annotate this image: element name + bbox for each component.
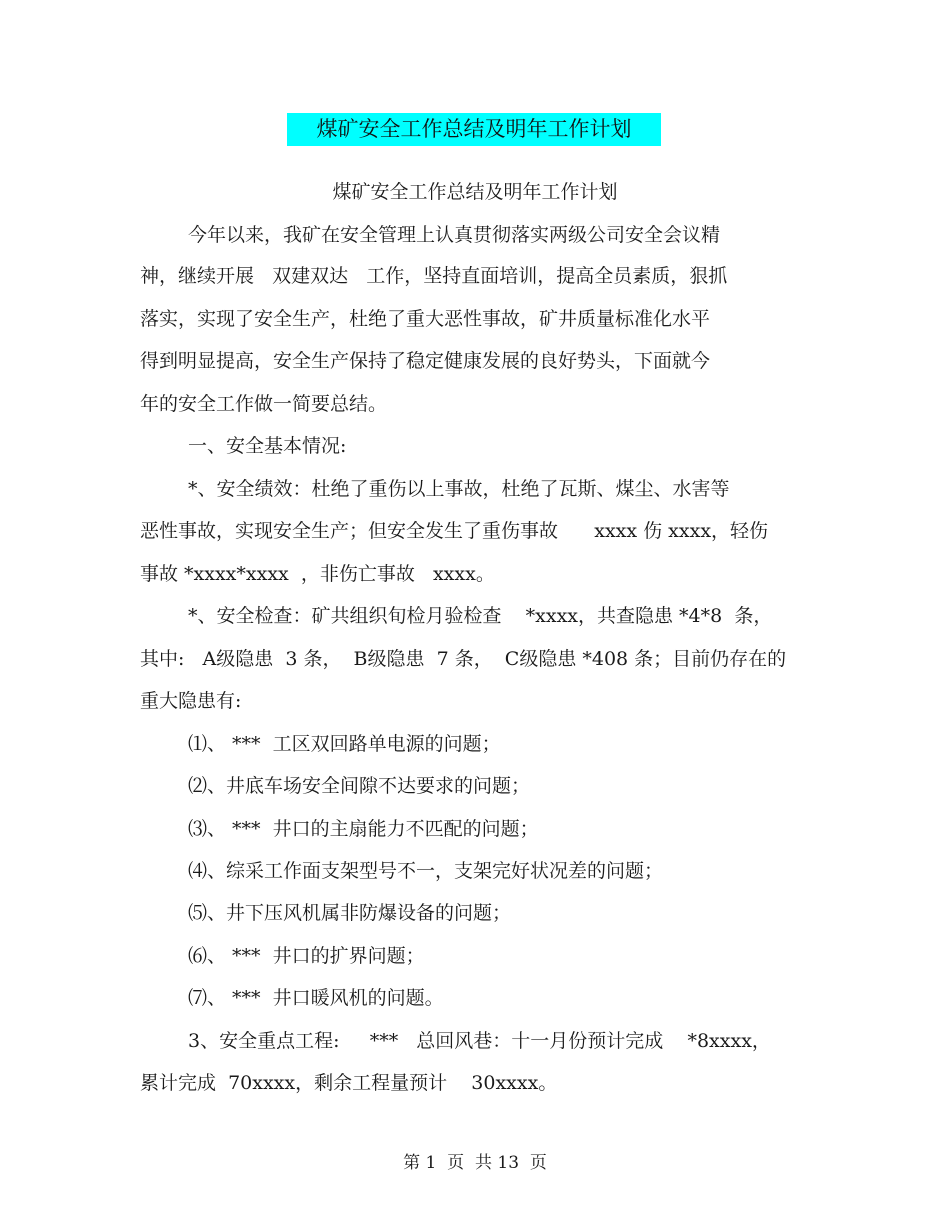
- intro-line: 年的安全工作做一简要总结。: [140, 393, 388, 415]
- performance-line: 事故 *xxxx*xxxx ，非伤亡事故 xxxx。: [140, 563, 495, 585]
- document-subtitle: 煤矿安全工作总结及明年工作计划: [332, 181, 618, 203]
- project-line: 累计完成 70xxxx，剩余工程量预计 30xxxx。: [140, 1072, 558, 1094]
- hazard-item: ⑺、 *** 井口暖风机的问题。: [188, 987, 444, 1009]
- inspection-line: 其中: A级隐患 3 条， B级隐患 7 条， C级隐患 *408 条；目前仍存在的: [140, 648, 787, 670]
- section-heading: 一、安全基本情况:: [188, 435, 347, 457]
- hazard-item: ⑶、 *** 井口的主扇能力不匹配的问题；: [188, 818, 539, 840]
- inspection-line: 重大隐患有:: [140, 690, 242, 712]
- intro-line: 落实，实现了安全生产，杜绝了重大恶性事故，矿井质量标准化水平: [140, 308, 711, 330]
- hazard-item: ⑷、综采工作面支架型号不一，支架完好状况差的问题；: [188, 860, 664, 882]
- inspection-line: *、安全检查：矿共组织旬检月验检查 *xxxx，共查隐患 *4*8 条，: [188, 605, 773, 627]
- page-number: 第 1 页 共 13 页: [403, 1153, 547, 1173]
- hazard-item: ⑹、 *** 井口的扩界问题；: [188, 945, 425, 967]
- intro-line: 今年以来，我矿在安全管理上认真贯彻落实两级公司安全会议精: [188, 224, 721, 246]
- hazard-item: ⑸、井下压风机属非防爆设备的问题；: [188, 902, 512, 924]
- intro-line: 得到明显提高，安全生产保持了稳定健康发展的良好势头，下面就今: [140, 350, 711, 372]
- project-line: 3、安全重点工程: *** 总回风巷：十一月份预计完成 *8xxxx，: [188, 1030, 771, 1052]
- intro-line: 神，继续开展 双建双达 工作，坚持直面培训，提高全员素质，狠抓: [140, 265, 728, 287]
- performance-line: 恶性事故，实现安全生产；但安全发生了重伤事故 xxxx 伤 xxxx，轻伤: [140, 520, 769, 542]
- performance-line: *、安全绩效：杜绝了重伤以上事故，杜绝了瓦斯、煤尘、水害等: [188, 478, 730, 500]
- highlighted-title: 煤矿安全工作总结及明年工作计划: [287, 113, 661, 146]
- hazard-item: ⑴、 *** 工区双回路单电源的问题；: [188, 733, 501, 755]
- hazard-item: ⑵、井底车场安全间隙不达要求的问题；: [188, 775, 531, 797]
